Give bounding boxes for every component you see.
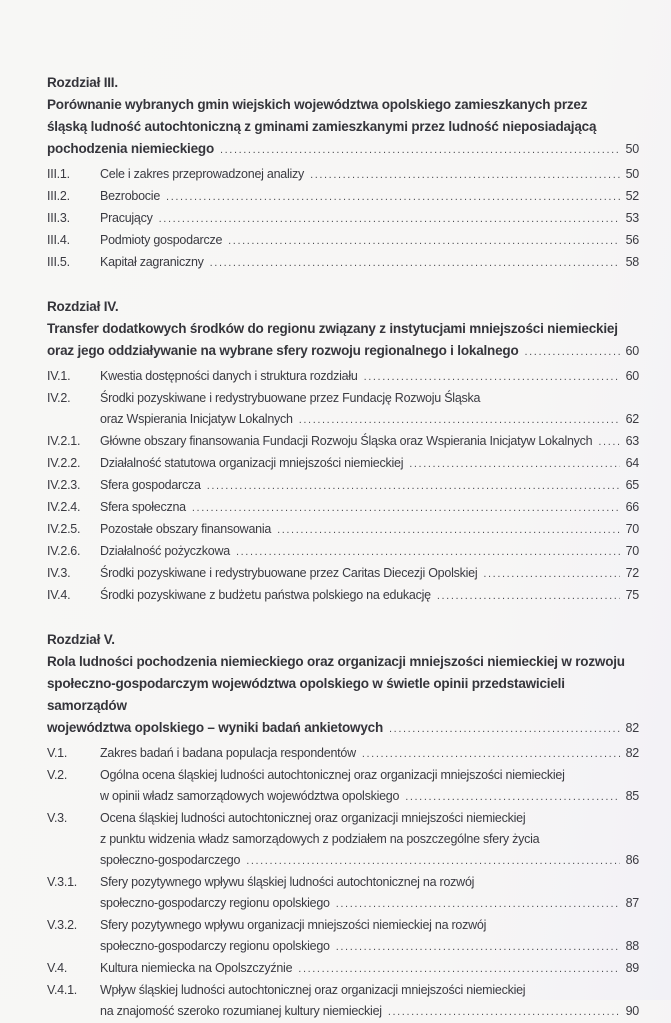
toc-item	[47, 519, 639, 541]
toc-item	[47, 366, 639, 388]
chapter-heading	[47, 296, 639, 363]
item-text-line: Sfery pozytywnego wpływu śląskiej ludności autochtonicznej na rozwój	[100, 875, 475, 889]
dot-leader	[166, 187, 620, 208]
dot-leader	[336, 894, 620, 915]
item-number: IV.2.	[47, 391, 71, 405]
dot-leader	[220, 139, 620, 161]
page-number: 52	[625, 189, 639, 203]
item-number: III.4.	[47, 233, 70, 247]
entry-text: Pozostałe obszary finansowania	[100, 522, 272, 536]
toc-entry-line	[100, 1001, 639, 1023]
entry-text: Zakres badań i badana populacja respondentów	[100, 746, 356, 760]
toc-entry-line	[100, 850, 639, 872]
chapter-label: Rozdział IV.	[47, 299, 119, 314]
dot-leader	[388, 1002, 620, 1023]
item-body	[100, 431, 639, 453]
toc-item	[47, 164, 639, 186]
toc-entry-line	[100, 585, 639, 607]
item-number: V.4.1.	[47, 983, 78, 997]
dot-leader	[236, 542, 620, 563]
item-body	[100, 563, 639, 585]
entry-text: Działalność statutowa organizacji mniejszości niemieckiej	[100, 456, 404, 470]
item-number: V.4.	[47, 961, 68, 975]
item-body	[100, 915, 639, 958]
toc-entry-line	[100, 475, 639, 497]
page-number: 66	[625, 500, 639, 514]
item-number: IV.2.3.	[47, 478, 81, 492]
page-number: 88	[625, 939, 639, 953]
entry-text: oraz Wspierania Inicjatyw Lokalnych	[100, 412, 293, 426]
item-body	[100, 541, 639, 563]
toc-entry-line	[100, 252, 639, 274]
toc-entry-line	[100, 893, 639, 915]
entry-text: Bezrobocie	[100, 189, 161, 203]
page-number: 70	[625, 522, 639, 536]
toc-entry-line	[100, 497, 639, 519]
toc-entry-line	[47, 717, 639, 740]
toc-section	[47, 629, 639, 1023]
toc-item-list	[47, 743, 639, 1023]
item-number: IV.2.1.	[47, 434, 81, 448]
toc-entry-line	[100, 541, 639, 563]
item-body	[100, 164, 639, 186]
page-number: 58	[625, 255, 639, 269]
toc-item-list	[47, 366, 639, 607]
item-body	[100, 186, 639, 208]
item-body	[100, 230, 639, 252]
entry-text: Główne obszary finansowania Fundacji Rozwoju Śląska oraz Wspierania Inicjatyw Lokalnych	[100, 434, 593, 448]
dot-leader	[299, 410, 620, 431]
page-number: 64	[625, 456, 639, 470]
entry-text: oraz jego oddziaływanie na wybrane sfery rozwoju regionalnego i lokalnego	[47, 343, 519, 358]
item-number: IV.2.5.	[47, 522, 81, 536]
toc-item	[47, 980, 639, 1023]
dot-leader	[336, 937, 620, 958]
toc-entry-line	[100, 936, 639, 958]
item-number: V.3.2.	[47, 918, 78, 932]
entry-text: Środki pozyskiwane z budżetu państwa polskiego na edukację	[100, 588, 431, 602]
page-number: 75	[625, 588, 639, 602]
item-number: V.2.	[47, 768, 68, 782]
toc-entry-line	[100, 230, 639, 252]
item-body	[100, 743, 639, 765]
toc-entry-line	[47, 138, 639, 161]
toc-entry-line	[100, 563, 639, 585]
toc-item	[47, 431, 639, 453]
item-body	[100, 388, 639, 431]
toc-entry-line	[100, 208, 639, 230]
page-number: 72	[625, 566, 639, 580]
chapter-label: Rozdział III.	[47, 75, 118, 90]
item-number: IV.3.	[47, 566, 71, 580]
toc-entry-line	[100, 409, 639, 431]
item-number: III.3.	[47, 211, 70, 225]
item-body	[100, 252, 639, 274]
chapter-title-line: społeczno-gospodarczym województwa opolskiego w świetle opinii przedstawicieli samorządów	[47, 676, 565, 713]
page-number: 60	[625, 344, 639, 358]
item-number: IV.2.2.	[47, 456, 81, 470]
item-number: III.2.	[47, 189, 70, 203]
item-number: III.1.	[47, 167, 70, 181]
toc-entry-line	[47, 340, 639, 363]
page-number: 89	[625, 961, 639, 975]
toc-item	[47, 186, 639, 208]
entry-text: w opinii władz samorządowych województwa opolskiego	[100, 789, 400, 803]
page-number: 87	[625, 896, 639, 910]
dot-leader	[228, 231, 620, 252]
toc-item	[47, 808, 639, 872]
item-body	[100, 980, 639, 1023]
dot-leader	[362, 744, 620, 765]
item-text-line: Sfery pozytywnego wpływu organizacji mniejszości niemieckiej na rozwój	[100, 918, 487, 932]
toc-entry-line	[100, 786, 639, 808]
chapter-title-line: śląską ludność autochtoniczną z gminami zamieszkanymi przez ludność nieposiadającą	[47, 119, 597, 134]
item-number: IV.1.	[47, 369, 71, 383]
item-number: IV.2.6.	[47, 544, 81, 558]
item-number: V.1.	[47, 746, 68, 760]
toc-item	[47, 475, 639, 497]
page-number: 50	[625, 167, 639, 181]
page-number: 82	[625, 721, 639, 735]
entry-text: Kwestia dostępności danych i struktura rozdziału	[100, 369, 358, 383]
page-number: 63	[625, 434, 639, 448]
toc-entry-line	[100, 453, 639, 475]
item-text-line: Ocena śląskiej ludności autochtonicznej oraz organizacji mniejszości niemieckiej	[100, 811, 526, 825]
toc-sections	[47, 72, 639, 1023]
toc-item	[47, 915, 639, 958]
dot-leader	[525, 341, 621, 363]
dot-leader	[210, 253, 620, 274]
dot-leader	[246, 851, 620, 872]
toc-item	[47, 208, 639, 230]
page-number: 70	[625, 544, 639, 558]
toc-section	[47, 296, 639, 607]
item-number: V.3.	[47, 811, 68, 825]
entry-text: Podmioty gospodarcze	[100, 233, 223, 247]
item-text-line: Ogólna ocena śląskiej ludności autochtonicznej oraz organizacji mniejszości niemieckiej	[100, 768, 565, 782]
item-body	[100, 585, 639, 607]
dot-leader	[192, 498, 620, 519]
toc-item	[47, 958, 639, 980]
toc-entry-line	[100, 519, 639, 541]
toc-entry-line	[100, 431, 639, 453]
dot-leader	[207, 476, 620, 497]
item-number: IV.2.4.	[47, 500, 81, 514]
toc-item	[47, 872, 639, 915]
item-body	[100, 366, 639, 388]
toc-item	[47, 252, 639, 274]
entry-text: na znajomość szeroko rozumianej kultury niemieckiej	[100, 1004, 382, 1018]
dot-leader	[277, 520, 620, 541]
dot-leader	[483, 564, 620, 585]
entry-text: pochodzenia niemieckiego	[47, 141, 214, 156]
toc-section	[47, 72, 639, 274]
entry-text: Cele i zakres przeprowadzonej analizy	[100, 167, 305, 181]
dot-leader	[598, 432, 620, 453]
page-number: 86	[625, 853, 639, 867]
chapter-heading	[47, 72, 639, 161]
item-text-line: Środki pozyskiwane i redystrybuowane przez Fundację Rozwoju Śląska	[100, 391, 481, 405]
toc-entry-line	[100, 164, 639, 186]
toc-item	[47, 585, 639, 607]
toc-item	[47, 453, 639, 475]
toc-item	[47, 743, 639, 765]
toc-entry-line	[100, 958, 639, 980]
chapter-title-line: Rola ludności pochodzenia niemieckiego oraz organizacji mniejszości niemieckiej w rozwoju	[47, 654, 625, 669]
entry-text: Środki pozyskiwane i redystrybuowane przez Caritas Diecezji Opolskiej	[100, 566, 478, 580]
entry-text: Kapitał zagraniczny	[100, 255, 204, 269]
chapter-heading	[47, 629, 639, 740]
entry-text: Pracujący	[100, 211, 153, 225]
toc-item	[47, 230, 639, 252]
page-number: 56	[625, 233, 639, 247]
dot-leader	[364, 367, 620, 388]
toc-item	[47, 497, 639, 519]
item-body	[100, 208, 639, 230]
page-number: 65	[625, 478, 639, 492]
item-text-line: z punktu widzenia władz samorządowych z podziałem na poszczególne sfery życia	[100, 832, 540, 846]
item-number: III.5.	[47, 255, 70, 269]
dot-leader	[389, 718, 620, 740]
entry-text: województwa opolskiego – wyniki badań ankietowych	[47, 720, 384, 735]
page-number: 62	[625, 412, 639, 426]
dot-leader	[310, 165, 620, 186]
toc-entry-line	[100, 743, 639, 765]
page-number: 53	[625, 211, 639, 225]
toc-item	[47, 541, 639, 563]
toc-item	[47, 563, 639, 585]
entry-text: społeczno-gospodarczy regionu opolskiego	[100, 896, 330, 910]
item-body	[100, 497, 639, 519]
dot-leader	[159, 209, 620, 230]
item-number: V.3.1.	[47, 875, 78, 889]
item-body	[100, 453, 639, 475]
entry-text: Sfera gospodarcza	[100, 478, 201, 492]
item-body	[100, 519, 639, 541]
toc-item	[47, 765, 639, 808]
chapter-label: Rozdział V.	[47, 632, 115, 647]
page-number: 60	[625, 369, 639, 383]
toc-entry-line	[100, 186, 639, 208]
item-body	[100, 958, 639, 980]
toc-item	[47, 388, 639, 431]
item-body	[100, 808, 639, 872]
chapter-title-line: Porównanie wybranych gmin wiejskich województwa opolskiego zamieszkanych przez	[47, 97, 588, 112]
entry-text: społeczno-gospodarczego	[100, 853, 241, 867]
item-text-line: Wpływ śląskiej ludności autochtonicznej oraz organizacji mniejszości niemieckiej	[100, 983, 526, 997]
dot-leader	[298, 959, 620, 980]
entry-text: społeczno-gospodarczy regionu opolskiego	[100, 939, 330, 953]
entry-text: Sfera społeczna	[100, 500, 186, 514]
item-number: IV.4.	[47, 588, 71, 602]
dot-leader	[405, 787, 620, 808]
page-number: 85	[625, 789, 639, 803]
chapter-title-line: Transfer dodatkowych środków do regionu związany z instytucjami mniejszości niemieckiej	[47, 321, 618, 336]
entry-text: Kultura niemiecka na Opolszczyźnie	[100, 961, 293, 975]
item-body	[100, 475, 639, 497]
page-number: 50	[625, 142, 639, 156]
dot-leader	[409, 454, 620, 475]
item-body	[100, 765, 639, 808]
dot-leader	[437, 586, 620, 607]
entry-text: Działalność pożyczkowa	[100, 544, 230, 558]
toc-entry-line	[100, 366, 639, 388]
item-body	[100, 872, 639, 915]
page-number: 82	[625, 746, 639, 760]
toc-item-list	[47, 164, 639, 274]
page-number: 90	[625, 1004, 639, 1018]
